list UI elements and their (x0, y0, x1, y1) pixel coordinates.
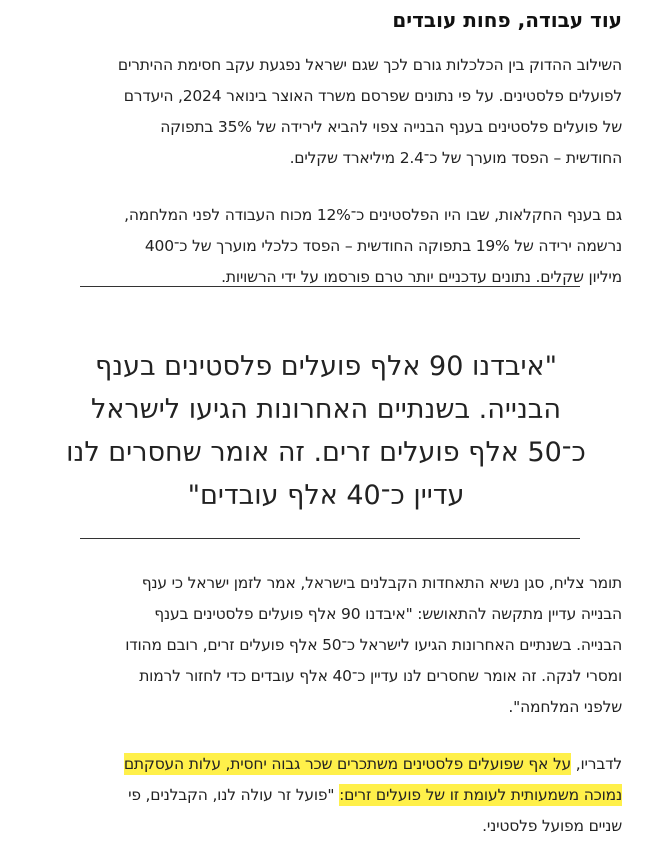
paragraph-contractors-quote (30, 568, 622, 723)
paragraph-line: החודשית – הפסד מוערך של כ־2.4 מיליארד שקלים. (289, 149, 622, 167)
pull-quote (30, 345, 622, 517)
pull-quote-line: הבנייה. בשנתיים האחרונות הגיעו לישראל (90, 394, 562, 425)
paragraph-line: גם בענף החקלאות, שבו היו הפלסטינים כ־12% מכוח העבודה לפני המלחמה, (124, 206, 622, 224)
paragraph-line: נרשמה ירידה של 19% בתפוקה החודשית – הפסד כלכלי מוערך של כ־400 (144, 237, 622, 255)
paragraph-agriculture-losses (30, 200, 622, 293)
paragraph-line: שלפני המלחמה". (508, 698, 622, 716)
paragraph-line: ומסרי לנקה. זה אומר שחסרים לנו עדיין כ־40 אלף עובדים כדי לחזור לרמות (139, 667, 622, 685)
paragraph-line: לפועלים פלסטינים. על פי נתונים שפרסם משרד האוצר בינואר 2024, היעדרם (123, 87, 622, 105)
plain-text: לדבריו, (571, 755, 622, 773)
paragraph-line: השילוב ההדוק בין הכלכלות גורם לכך שגם ישראל נפגעת עקב חסימת ההיתרים (117, 56, 622, 74)
paragraph-line: מיליון שקלים. נתונים עדכניים יותר טרם פורסמו על ידי הרשויות. (221, 268, 622, 286)
paragraph-line: תומר צליח, סגן נשיא התאחדות הקבלנים בישראל, אמר לזמן ישראל כי ענף (141, 574, 622, 592)
paragraph-line: של פועלים פלסטינים בענף הבנייה צפוי להביא לירידה של 35% בתפוקה (160, 118, 622, 136)
plain-text: "פועל זר עולה לנו, הקבלנים, פי (128, 786, 340, 804)
paragraph-labor-cost (30, 749, 622, 842)
paragraph-line (30, 749, 622, 780)
pull-quote-line: כ־50 אלף פועלים זרים. זה אומר שחסרים לנו (66, 437, 586, 468)
highlighted-text: על אף שפועלים פלסטינים משתכרים שכר גבוה יחסית, עלות העסקתם (123, 755, 572, 773)
pull-quote-bottom-divider (80, 538, 580, 539)
paragraph-line: הבנייה. בשנתיים האחרונות הגיעו לישראל כ־50 אלף פועלים זרים, רובם מהודו (125, 636, 622, 654)
pull-quote-top-divider (80, 286, 580, 287)
pull-quote-line: "איבדנו 90 אלף פועלים פלסטינים בענף (94, 351, 557, 382)
paragraph-line: הבנייה עדיין מתקשה להתאושש: "איבדנו 90 אלף פועלים פלסטינים בענף (154, 605, 622, 623)
section-heading: עוד עבודה, פחות עובדים (392, 8, 622, 32)
highlighted-text: נמוכה משמעותית לעומת זו של פועלים זרים: (339, 786, 622, 804)
paragraph-construction-losses (30, 50, 622, 174)
pull-quote-line: עדיין כ־40 אלף עובדים" (187, 480, 465, 511)
paragraph-line: שניים מפועל פלסטיני. (482, 817, 622, 835)
paragraph-line (30, 780, 622, 811)
